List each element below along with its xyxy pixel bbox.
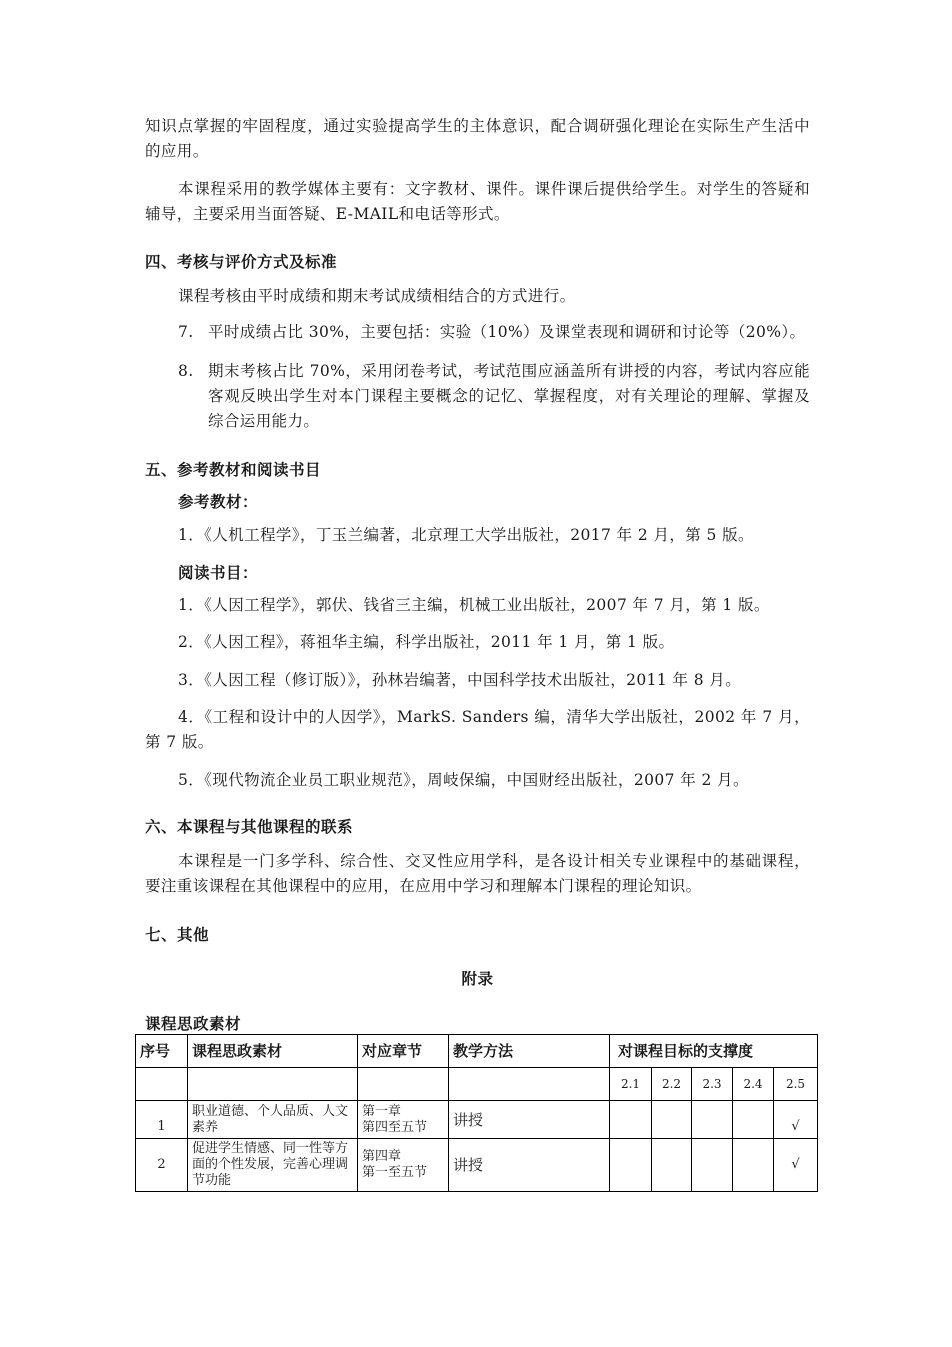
row-mark <box>733 1139 774 1192</box>
section-6-heading: 六、本课程与其他课程的联系 <box>145 818 354 836</box>
header-chapter: 对应章节 <box>358 1035 449 1068</box>
section-7-heading: 七、其他 <box>145 926 210 944</box>
row-mark: √ <box>774 1139 818 1192</box>
chapter-line: 第一章 <box>362 1103 402 1119</box>
reading-item: 3．《人因工程（修订版）》，孙林岩编著，中国科学技术出版社，2011 年 8 月。 <box>178 671 742 689</box>
table-row <box>136 1101 818 1139</box>
paragraph-continued: 知识点掌握的牢固程度，通过实验提高学生的主体意识，配合调研强化理论在实际生产生活中的应用。 <box>145 117 810 160</box>
reading-item: 2．《人因工程》，蒋祖华主编，科学出版社，2011 年 1 月，第 1 版。 <box>178 633 675 651</box>
paragraph-media: 本课程采用的教学媒体主要有：文字教材、课件。课件课后提供给学生。对学生的答疑和辅导，主要采用当面答疑、E-MAIL和电话等形式。 <box>145 180 810 223</box>
reference-label: 参考教材： <box>178 493 259 511</box>
chapter-line: 第四章 <box>362 1149 402 1164</box>
section-4-intro: 课程考核由平时成绩和期末考试成绩相结合的方式进行。 <box>178 287 576 305</box>
assessment-item-1 <box>178 320 810 345</box>
section-5-heading: 五、参考教材和阅读书目 <box>145 461 322 479</box>
chapter-line: 第四至五节 <box>362 1119 428 1135</box>
reading-item: 4．《工程和设计中的人因学》，MarkS. Sanders 编，清华大学出版社，2002 年 7 月，第 7 版。 <box>145 708 810 751</box>
appendix-title: 附录 <box>461 970 494 988</box>
row-material: 职业道德、个人品质、人文素养 <box>188 1101 358 1139</box>
item-text: 期末考核占比 70%，采用闭卷考试，考试范围应涵盖所有讲授的内容，考试内容应能客观反映出学生对本门课程主要概念的记忆、掌握程度，对有关理论的理解、掌握及综合运用能力。 <box>208 362 810 430</box>
section-4-heading: 四、考核与评价方式及标准 <box>145 253 338 271</box>
header-no: 序号 <box>136 1035 188 1068</box>
target-label: 2.3 <box>692 1068 733 1101</box>
row-method: 讲授 <box>449 1139 610 1192</box>
row-chapter <box>358 1139 449 1192</box>
section-6-text: 本课程是一门多学科、综合性、交叉性应用学科，是各设计相关专业课程中的基础课程，要注重该课程在其他课程中的应用，在应用中学习和理解本门课程的理论知识。 <box>145 852 810 895</box>
row-mark <box>652 1139 692 1192</box>
item-number: 8. <box>178 362 194 380</box>
header-material: 课程思政素材 <box>188 1035 358 1068</box>
reference-item: 1．《人机工程学》，丁玉兰编著，北京理工大学出版社，2017 年 2 月，第 5 版。 <box>178 526 754 544</box>
reading-item: 5．《现代物流企业员工职业规范》，周岐保编，中国财经出版社，2007 年 2 月。 <box>178 771 749 789</box>
row-mark <box>733 1101 774 1139</box>
assessment-item-2 <box>178 359 810 434</box>
table-row <box>136 1068 818 1101</box>
row-mark <box>610 1101 652 1139</box>
target-label: 2.2 <box>652 1068 692 1101</box>
row-mark <box>652 1101 692 1139</box>
row-method: 讲授 <box>449 1101 610 1139</box>
ideology-material-table <box>135 1034 818 1192</box>
target-label: 2.4 <box>733 1068 774 1101</box>
row-mark <box>610 1139 652 1192</box>
reading-item: 1．《人因工程学》，郭伏、钱省三主编，机械工业出版社，2007 年 7 月，第 1 版。 <box>178 596 770 614</box>
row-mark: √ <box>774 1101 818 1139</box>
row-no: 1 <box>136 1101 188 1139</box>
header-support: 对课程目标的支撑度 <box>610 1035 818 1068</box>
header-method: 教学方法 <box>449 1035 610 1068</box>
row-mark <box>692 1139 733 1192</box>
table-title: 课程思政素材 <box>145 1015 242 1033</box>
row-chapter <box>358 1101 449 1139</box>
reading-label: 阅读书目： <box>178 564 259 582</box>
chapter-line: 第一至五节 <box>362 1165 428 1180</box>
row-mark <box>692 1101 733 1139</box>
row-no: 2 <box>136 1139 188 1192</box>
item-text: 平时成绩占比 30%，主要包括：实验（10%）及课堂表现和调研和讨论等（20%）。 <box>208 323 806 341</box>
target-label: 2.5 <box>774 1068 818 1101</box>
row-material: 促进学生情感、同一性等方面的个性发展，完善心理调节功能 <box>188 1139 358 1192</box>
target-label: 2.1 <box>610 1068 652 1101</box>
item-number: 7. <box>178 323 194 341</box>
table-row <box>136 1139 818 1192</box>
